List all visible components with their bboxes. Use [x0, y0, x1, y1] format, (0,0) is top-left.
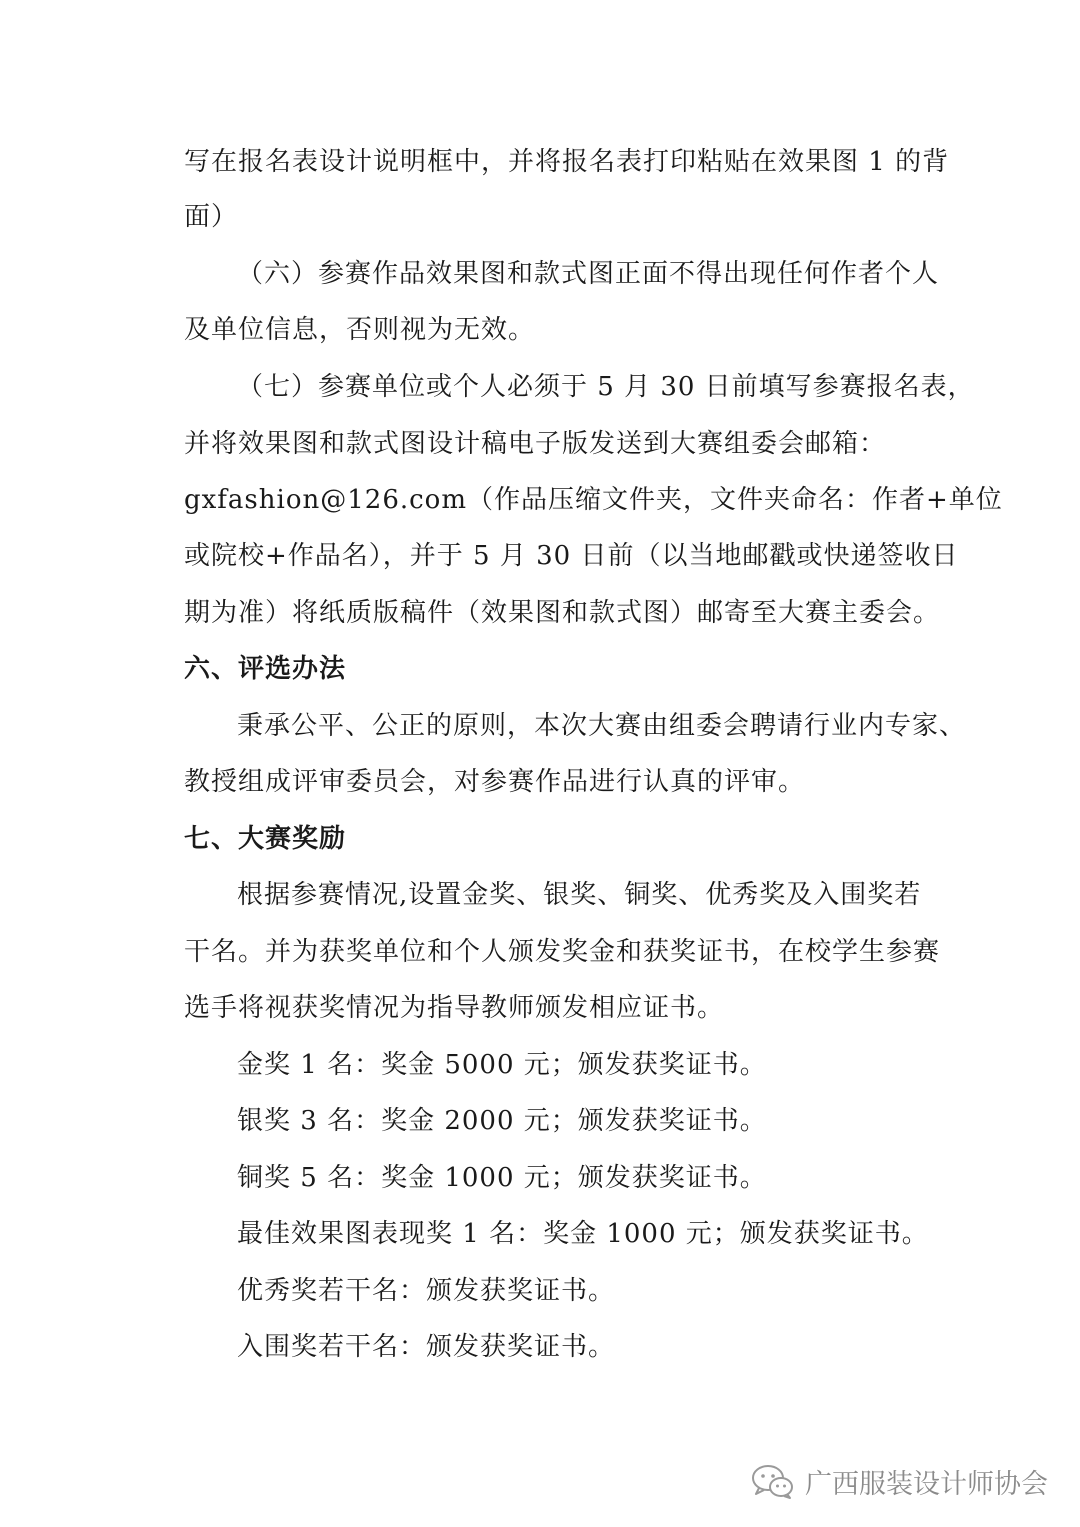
- paragraph-line: 写在报名表设计说明框中，并将报名表打印粘贴在效果图 1 的背: [184, 147, 950, 177]
- paragraph-line: 根据参赛情况,设置金奖、银奖、铜奖、优秀奖及入围奖若: [237, 880, 922, 910]
- section-heading-7: 七、大赛奖励: [184, 824, 347, 854]
- award-line: 金奖 1 名：奖金 5000 元；颁发获奖证书。: [237, 1050, 767, 1080]
- award-line: 最佳效果图表现奖 1 名：奖金 1000 元；颁发获奖证书。: [237, 1219, 929, 1249]
- paragraph-line: （七）参赛单位或个人必须于 5 月 30 日前填写参赛报名表，: [237, 372, 975, 402]
- paragraph-line: 面）: [184, 202, 239, 232]
- paragraph-line: 选手将视获奖情况为指导教师颁发相应证书。: [184, 993, 725, 1023]
- paragraph-line: （六）参赛作品效果图和款式图正面不得出现任何作者个人: [237, 259, 940, 289]
- award-line: 银奖 3 名：奖金 2000 元；颁发获奖证书。: [237, 1106, 767, 1136]
- award-line: 铜奖 5 名：奖金 1000 元；颁发获奖证书。: [237, 1163, 767, 1193]
- watermark-text: 广西服装设计师协会: [805, 1469, 1048, 1500]
- email-line: gxfashion@126.com（作品压缩文件夹，文件夹命名：作者+单位: [184, 485, 1003, 515]
- paragraph-line: 秉承公平、公正的原则，本次大赛由组委会聘请行业内专家、: [237, 711, 967, 741]
- award-line: 优秀奖若干名：颁发获奖证书。: [237, 1276, 616, 1306]
- paragraph-line: 期为准）将纸质版稿件（效果图和款式图）邮寄至大赛主委会。: [184, 598, 941, 628]
- paragraph-line: 教授组成评审委员会，对参赛作品进行认真的评审。: [184, 767, 806, 797]
- watermark: [751, 1462, 1048, 1501]
- wechat-icon: [751, 1463, 795, 1501]
- paragraph-line: 及单位信息，否则视为无效。: [184, 315, 536, 345]
- section-heading-6: 六、评选办法: [184, 654, 347, 684]
- paragraph-line: 并将效果图和款式图设计稿电子版发送到大赛组委会邮箱：: [184, 429, 887, 459]
- award-line: 入围奖若干名：颁发获奖证书。: [237, 1332, 616, 1362]
- paragraph-line: 或院校+作品名），并于 5 月 30 日前（以当地邮戳或快递签收日: [184, 541, 959, 571]
- paragraph-line: 干名。并为获奖单位和个人颁发奖金和获奖证书，在校学生参赛: [184, 937, 941, 967]
